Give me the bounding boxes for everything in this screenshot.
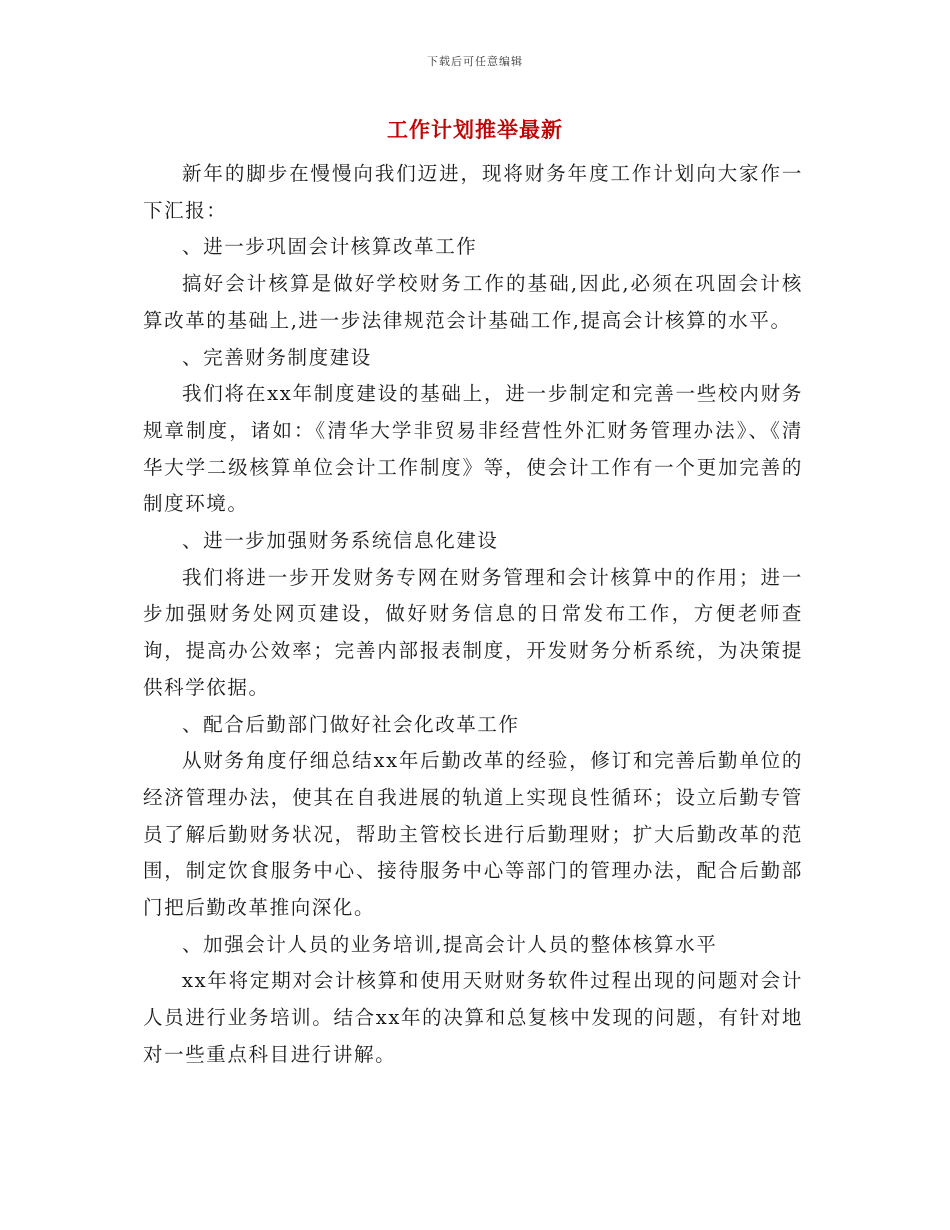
section-paragraph-2: 我们将在xx年制度建设的基础上，进一步制定和完善一些校内财务规章制度，诸如：《清华大学非贸易非经营性外汇财务管理办法》、《清华大学二级核算单位会计工作制度》等，使会计工作有一个更加完善的制度环境。 bbox=[143, 382, 803, 516]
section-heading-4: 、配合后勤部门做好社会化改革工作 bbox=[182, 712, 520, 736]
document-body bbox=[143, 156, 803, 1074]
section-heading-5: 、加强会计人员的业务培训,提高会计人员的整体核算水平 bbox=[182, 932, 718, 956]
section-paragraph-5: xx年将定期对会计核算和使用天财财务软件过程出现的问题对会计人员进行业务培训。结合xx年的决算和总复核中发现的问题，有针对地对一些重点科目进行讲解。 bbox=[143, 969, 803, 1066]
section-heading-3: 、进一步加强财务系统信息化建设 bbox=[182, 529, 499, 553]
section-heading-1: 、进一步巩固会计核算改革工作 bbox=[182, 235, 478, 259]
header-note: 下载后可任意编辑 bbox=[427, 55, 523, 68]
section-paragraph-4: 从财务角度仔细总结xx年后勤改革的经验，修订和完善后勤单位的经济管理办法，使其在自我进展的轨道上实现良性循环；设立后勤专管员了解后勤财务状况，帮助主管校长进行后勤理财；扩大后勤改革的范围，制定饮食服务中心、接待服务中心等部门的管理办法，配合后勤部门把后勤改革推向深化。 bbox=[143, 749, 803, 920]
section-heading-2: 、完善财务制度建设 bbox=[182, 345, 372, 369]
section-paragraph-3: 我们将进一步开发财务专网在财务管理和会计核算中的作用；进一步加强财务处网页建设，做好财务信息的日常发布工作，方便老师查询，提高办公效率；完善内部报表制度，开发财务分析系统，为决策提供科学依据。 bbox=[143, 565, 803, 699]
intro-paragraph: 新年的脚步在慢慢向我们迈进，现将财务年度工作计划向大家作一下汇报： bbox=[143, 162, 803, 222]
section-paragraph-1: 搞好会计核算是做好学校财务工作的基础,因此,必须在巩固会计核算改革的基础上,进一步法律规范会计基础工作,提高会计核算的水平。 bbox=[143, 272, 803, 332]
page-title: 工作计划推举最新 bbox=[387, 117, 563, 142]
